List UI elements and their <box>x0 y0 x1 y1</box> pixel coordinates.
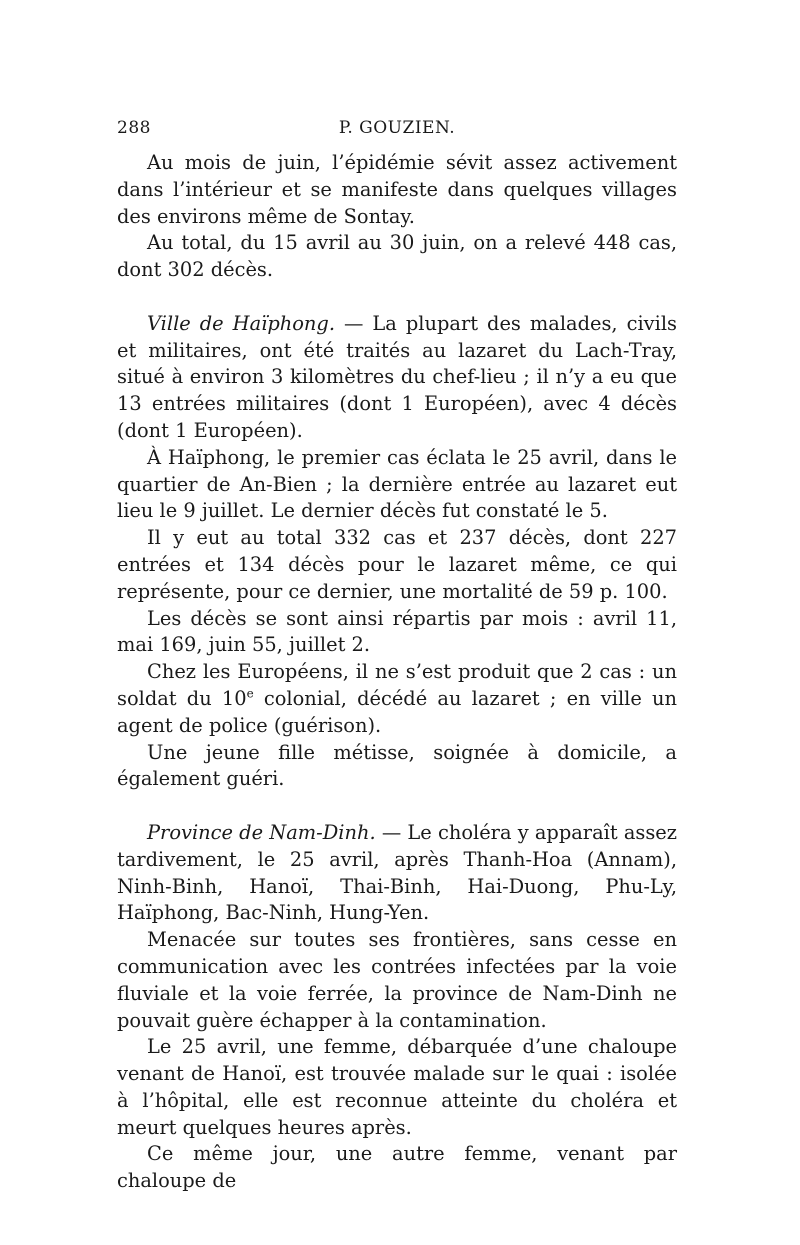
paragraph: Au total, du 15 avril au 30 juin, on a relevé 448 cas, dont 302 décès. <box>117 231 677 282</box>
superscript: e <box>246 686 254 701</box>
page-number: 288 <box>117 118 151 138</box>
section-paragraph-haiphong <box>117 311 677 445</box>
paragraph: Une jeune fille métisse, soignée à domicile, a également guéri. <box>117 740 677 791</box>
section-paragraph-nam-dinh <box>117 820 677 927</box>
paragraph <box>117 659 677 739</box>
paragraph-text: — Le choléra y apparaît assez tardivement, le 25 avril, après Thanh-Hoa (Annam), Ninh-Binh, Hanoï, Thai-Binh, Hai-Duong, Phu-Ly, Haïphong, Bac-Ninh, Hung-Yen. <box>117 820 677 925</box>
paragraph: Le 25 avril, une femme, débarquée d’une chaloupe venant de Hanoï, est trouvée malade sur le quai : isolée à l’hôpital, elle est reconnue atteinte du choléra et meurt quelques heures après. <box>117 1035 677 1139</box>
paragraph-text: Chez les Européens, il ne s’est produit que 2 cas : un soldat du 10 <box>117 660 677 710</box>
paragraph: Il y eut au total 332 cas et 237 décès, dont 227 entrées et 134 décès pour le lazaret même, ce qui représente, pour ce dernier, une mortalité de 59 p. 100. <box>117 526 677 603</box>
paragraph: Au mois de juin, l’épidémie sévit assez activement dans l’intérieur et se manifeste dans quelques villages des environs même de Sontay. <box>117 151 677 228</box>
paragraph: Menacée sur toutes ses frontières, sans cesse en communication avec les contrées infectées par la voie fluviale et la voie ferrée, la province de Nam-Dinh ne pouvait guère échapper à la contamination. <box>117 928 677 1032</box>
paragraph-text: — La plupart des malades, civils et militaires, ont été traités au lazaret du Lach-Tray, situé à environ 3 kilomètres du chef-lieu ; il n’y a eu que 13 entrées militaires (dont 1 Européen), avec 4 décès (dont 1 Européen). <box>117 311 677 442</box>
paragraph: Ce même jour, une autre femme, venant par chaloupe de <box>117 1142 677 1193</box>
section-heading-nam-dinh: Province de Nam-Dinh. <box>147 820 376 844</box>
paragraph: À Haïphong, le premier cas éclata le 25 avril, dans le quartier de An-Bien ; la dernière entrée au lazaret eut lieu le 9 juillet. Le dernier décès fut constaté le 5. <box>117 445 677 523</box>
running-title: P. GOUZIEN. <box>338 118 456 138</box>
page-header <box>117 118 677 144</box>
body-text <box>117 150 677 1195</box>
section-heading-haiphong: Ville de Haïphong. <box>147 311 335 335</box>
paragraph-text: colonial, décédé au lazaret ; en ville un agent de police (guérison). <box>117 686 677 737</box>
paragraph: Les décès se sont ainsi répartis par mois : avril 11, mai 169, juin 55, juillet 2. <box>117 606 677 657</box>
